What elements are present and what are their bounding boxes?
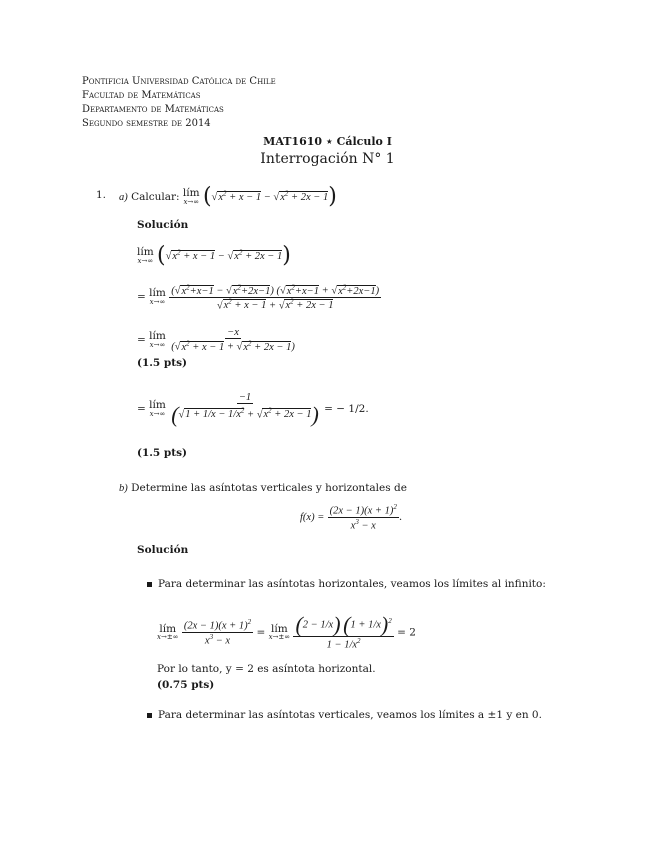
points-3: (0.75 pts) [157,679,215,691]
exam-title: Interrogación N° 1 [260,151,395,167]
part-a-statement: a) Calcular: lím x→∞ $(√x^2 + x - 1 - √x^2 + 2x - 1)$ [119,184,337,209]
semester: Segundo semestre de 2014 [82,118,211,129]
part-b-label: b) [119,483,128,494]
horizontal-limit: lím x→±∞ $\frac{(2x - 1)(x + 1)^2}{x^3 - x}$ = lím x→±∞ $\frac{(2 - 1/x) (1 + 1/x)^2}{1 - 1/x^2}$ = 2 [157,612,416,651]
bullet-vertical: Para determinar las asíntotas verticales, veamos los límites a ±1 y en 0. [147,709,542,721]
department-name: Departamento de Matemáticas [82,104,224,115]
bullet-marker [147,582,152,587]
step-4: = lím x→∞ $\frac{-1}{(√1 + 1/x - 1/x^2 + √x^2 + 2x - 1)}$ = − 1/2. [137,392,369,427]
bullet-marker [147,713,152,718]
step-1: lím x→∞ $(√x^2 + x - 1 - √x^2 + 2x - 1)$ [137,243,291,268]
part-b-prompt: Determine las asíntotas verticales y horizontales de [131,482,407,494]
part-b-statement [119,482,407,494]
step-2: = lím x→∞ $\frac{(√x^2+x-1 - √x^2+2x-1) (√x^2+x-1 + √x^2+2x-1)}{√x^2 + x - 1 + √x^2 + 2x - 1}$ [137,283,380,311]
university-name: Pontificia Universidad Católica de Chile [82,76,276,87]
part-a-prompt: Calcular: [131,191,180,203]
step-3: = lím x→∞ $\frac{-x}{(√x^2 + x - 1 + √x^2 + 2x - 1)}$ [137,327,295,353]
points-2: (1.5 pts) [137,447,187,459]
bullet-horizontal: Para determinar las asíntotas horizontales, veamos los límites al infinito: [147,578,546,590]
solucion-heading-a: Solución [137,219,189,231]
limit-operator: lím x→∞ [182,187,200,206]
course-title: MAT1610 ⋆ Cálculo I [263,135,392,148]
points-1: (1.5 pts) [137,357,187,369]
function-definition: f(x) = $\frac{(2x - 1)(x + 1)^2}{x^3 - x}$ . [300,503,403,531]
conclusion-horizontal: Por lo tanto, y = 2 es asíntota horizontal. [157,663,376,675]
part-a-label: a) [119,192,128,203]
result-a: = − 1/2. [324,403,369,415]
solucion-heading-b: Solución [137,544,189,556]
faculty-name: Facultad de Matemáticas [82,90,201,101]
problem-number: 1. [96,189,107,201]
